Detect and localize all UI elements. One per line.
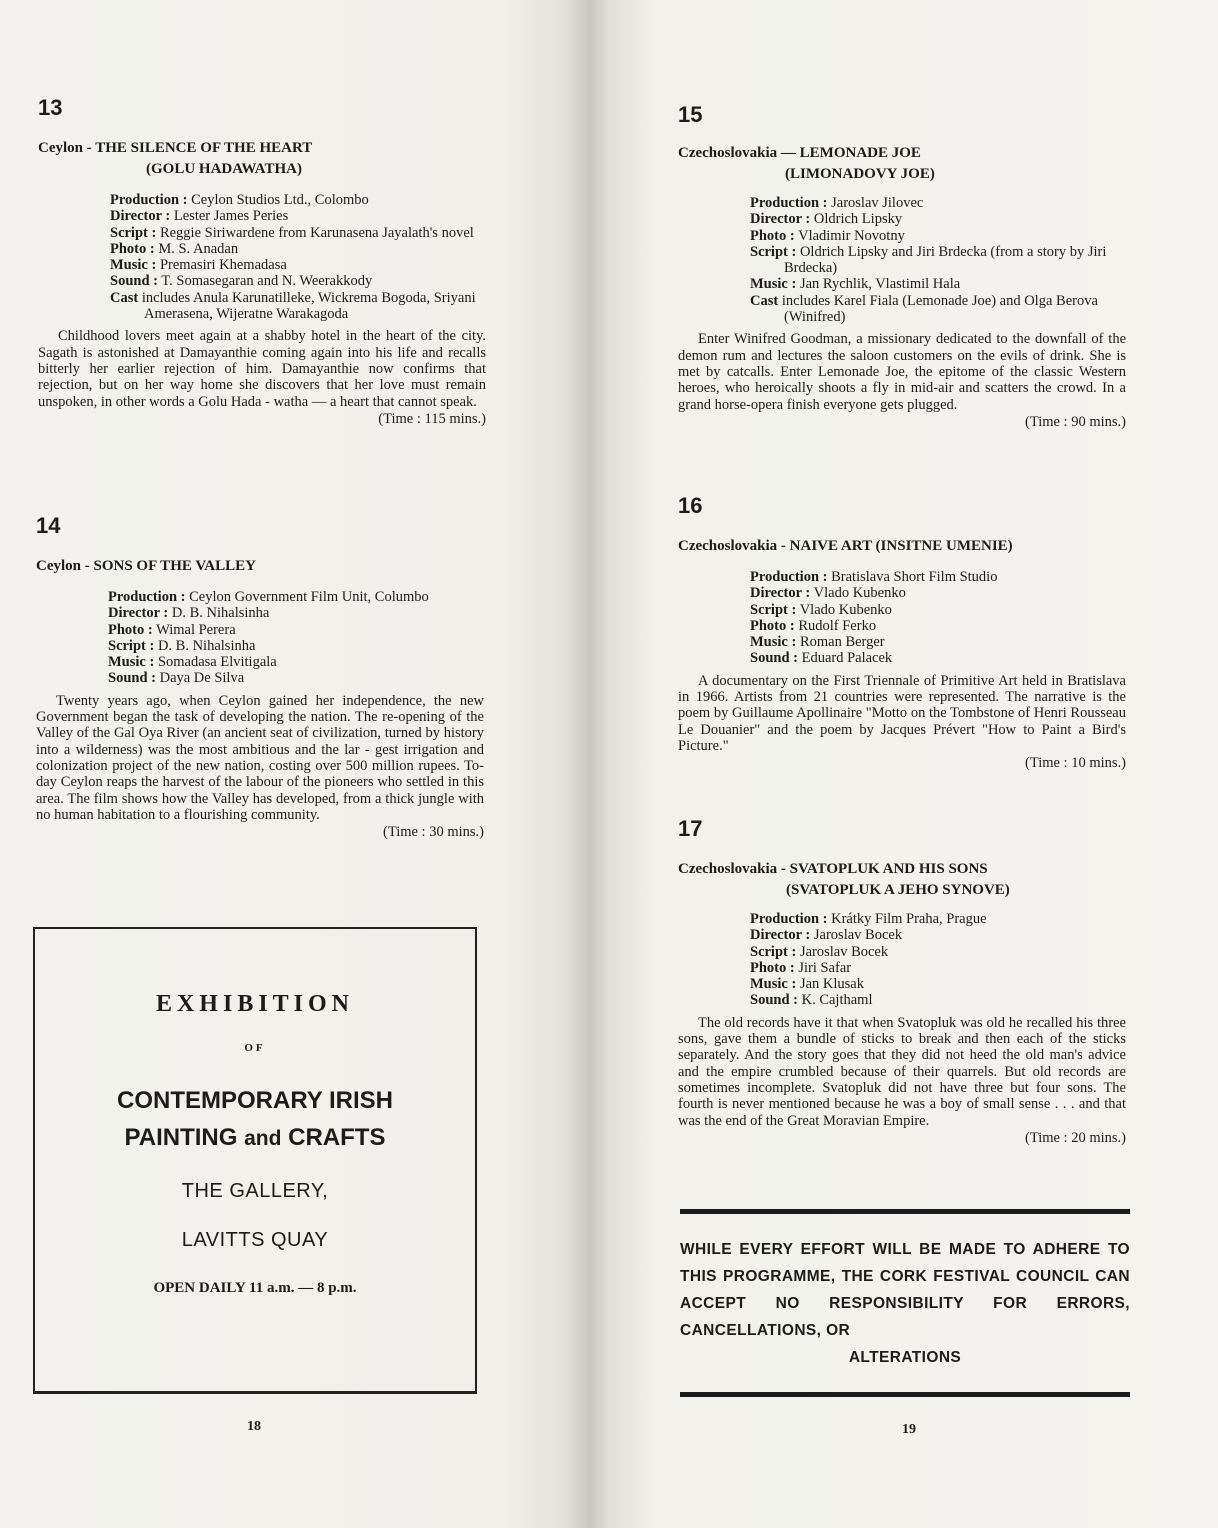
entry-number: 13 [38, 95, 63, 120]
exhibition-advert [33, 927, 477, 1394]
credit-line: Script : D. B. Nihalsinha [108, 637, 256, 654]
advert-title-line2: PAINTING and CRAFTS [124, 1124, 386, 1151]
entry-running-time: (Time : 20 mins.) [1025, 1129, 1126, 1146]
advert-of: OF [244, 1042, 266, 1054]
entry-description: A documentary on the First Triennale of Primitive Art held in Bratislava in 1966. Artists from 21 countries were represented. The narrative is the poem by Guillaume Apollinaire "Motto on the Tombstone of Henri Rousseau Le Douanier" and the poem by Jacques Prévert "How to Paint a Bird's Picture." [678, 672, 1126, 754]
credit-line: Music : Roman Berger [750, 634, 885, 651]
credit-line: Script : Vlado Kubenko [750, 601, 892, 618]
entry-description: The old records have it that when Svatopluk was old he recalled his three sons, gave them a bundle of sticks to break and then each of the sticks separately. And the story goes that they did not heed the old man's advice and the empire crumbled because of their quarrels. But old records are sometimes incomplete. Svatopluk did not have three but four sons. The fourth is never mentioned because he was a boy of small sense . . . and that was the end of the Great Moravian Empire. [678, 1014, 1126, 1129]
credit-line: Music : Somadasa Elvitigala [108, 654, 277, 671]
entry-number: 17 [678, 816, 703, 841]
credit-line: Music : Premasiri Khemadasa [110, 257, 287, 274]
credit-line: Director : Oldrich Lipsky [750, 211, 903, 228]
advert-venue: THE GALLERY, [181, 1180, 329, 1202]
entry-number: 14 [36, 513, 61, 538]
entry-title-text: SONS OF THE VALLEY [93, 558, 256, 574]
credit-line: Script : Jaroslav Bocek [750, 943, 889, 960]
disclaimer-text: WHILE EVERY EFFORT WILL BE MADE TO ADHERE TO THIS PROGRAMME, THE CORK FESTIVAL COUNCIL CAN ACCEPT NO RESPONSIBILITY FOR ERRORS, CANCELLATIONS, OR [680, 1241, 1130, 1339]
entry-title: Czechoslovakia — LEMONADE JOE (LIMONADOVY JOE) [678, 143, 1126, 185]
film-entry-16 [678, 494, 1126, 772]
entry-title: Czechoslovakia - NAIVE ART (INSITNE UMENIE) [678, 538, 1013, 554]
entry-country: Czechoslovakia [678, 861, 778, 877]
page-number: 19 [902, 1422, 916, 1437]
entry-credits [108, 589, 484, 687]
credit-line: Production : Bratislava Short Film Studio [750, 569, 998, 585]
entry-title-text: THE SILENCE OF THE HEART [95, 140, 313, 156]
entry-running-time: (Time : 115 mins.) [378, 410, 486, 427]
advert-title-line1: CONTEMPORARY IRISH [116, 1087, 394, 1114]
credit-line: Cast includes Karel Fiala (Lemonade Joe) and Olga Berova (Winifred) [750, 292, 1098, 326]
credit-line: Production : Jaroslav Jilovec [750, 195, 924, 211]
entry-country: Ceylon [36, 558, 81, 574]
entry-title: Ceylon - THE SILENCE OF THE HEART (GOLU HADAWATHA) [38, 138, 486, 180]
entry-running-time: (Time : 30 mins.) [383, 824, 484, 841]
credit-line: Director : Lester James Peries [110, 208, 289, 225]
divider-bottom [680, 1392, 1130, 1397]
entry-country: Ceylon [38, 140, 83, 156]
film-entry-15 [678, 103, 1126, 431]
entry-running-time: (Time : 10 mins.) [1025, 755, 1126, 772]
advert-title [35, 1082, 475, 1157]
credit-line: Music : Jan Rychlik, Vlastimil Hala [750, 276, 961, 293]
credit-line: Sound : Eduard Palacek [750, 650, 893, 667]
advert-address: LAVITTS QUAY [181, 1229, 329, 1251]
entry-number: 15 [678, 102, 703, 127]
entry-description: Childhood lovers meet again at a shabby hotel in the heart of the city. Sagath is astonished at Damayanthie coming again into his life and recalls bitterly her earlier rejection of him. Damayanthie now confirms that rejection, but on her way home she discovers that her love must remain unspoken, in other words a Golu Hada - watha — a heart that cannot speak. [38, 328, 486, 410]
advert-heading: EXHIBITION [155, 991, 355, 1017]
left-page [0, 0, 590, 1528]
entry-title-text: SVATOPLUK AND HIS SONS [789, 861, 988, 877]
credit-line: Sound : Daya De Silva [108, 670, 245, 687]
entry-country: Czechoslovakia [678, 145, 778, 161]
entry-alt-title: (GOLU HADAWATHA) [146, 161, 302, 177]
entry-description: Twenty years ago, when Ceylon gained her independence, the new Government began the task of developing the nation. The re-opening of the Valley of the Gal Oya River (an ancient seat of civilization, turned by history into a wilderness) was the most ambitious and the lar - gest irrigation and colonization project of the new nation, costing over 500 million rupees. To-day Ceylon reaps the harvest of the labour of the pioneers who settled in this area. The film shows how the Valley has developed, from a thick jungle with no human habitation to a flourishing community. [36, 692, 484, 823]
credit-line: Script : Reggie Siriwardene from Karunasena Jayalath's novel [110, 224, 474, 241]
entry-number: 16 [678, 493, 703, 518]
entry-description: Enter Winifred Goodman, a missionary dedicated to the downfall of the demon rum and lectures the saloon customers on the evils of drink. She is met by catcalls. Enter Lemonade Joe, the epitome of the classic Western heroes, who heroically shoots a fly in mid-air and scatters the crowd. In a grand horse-opera finish everyone gets plugged. [678, 331, 1126, 413]
page-number: 18 [247, 1419, 261, 1434]
entry-credits [110, 192, 486, 322]
entry-credits [750, 569, 1126, 667]
credit-line: Sound : K. Cajthaml [750, 992, 873, 1009]
entry-title-text: NAIVE ART (INSITNE UMENIE) [789, 538, 1013, 554]
entry-title-text: LEMONADE JOE [799, 145, 921, 161]
credit-line: Script : Oldrich Lipsky and Jiri Brdecka (from a story by Jiri Brdecka) [750, 243, 1107, 277]
entry-credits [750, 911, 1126, 1009]
film-entry-13 [38, 96, 486, 428]
credit-line: Production : Ceylon Government Film Unit, Columbo [108, 589, 429, 605]
entry-credits [750, 195, 1126, 325]
credit-line: Photo : Jiri Safar [750, 959, 852, 976]
entry-alt-title: (SVATOPLUK A JEHO SYNOVE) [786, 882, 1010, 898]
credit-line: Music : Jan Klusak [750, 976, 864, 993]
credit-line: Director : D. B. Nihalsinha [108, 605, 270, 622]
entry-title: Czechoslovakia - SVATOPLUK AND HIS SONS (SVATOPLUK A JEHO SYNOVE) [678, 859, 1126, 901]
entry-country: Czechoslovakia [678, 538, 778, 554]
entry-alt-title: (LIMONADOVY JOE) [785, 166, 935, 182]
credit-line: Photo : M. S. Anadan [110, 240, 239, 257]
entry-title: Ceylon - SONS OF THE VALLEY [36, 558, 256, 574]
divider-top [680, 1209, 1130, 1214]
credit-line: Photo : Vladimir Novotny [750, 227, 905, 244]
credit-line: Photo : Wimal Perera [108, 621, 236, 638]
film-entry-14 [36, 514, 484, 841]
credit-line: Production : Krátky Film Praha, Prague [750, 911, 987, 927]
credit-line: Photo : Rudolf Ferko [750, 617, 877, 634]
film-entry-17 [678, 817, 1126, 1147]
advert-hours: OPEN DAILY 11 a.m. — 8 p.m. [153, 1280, 357, 1296]
credit-line: Sound : T. Somasegaran and N. Weerakkody [110, 273, 373, 290]
credit-line: Cast includes Anula Karunatilleke, Wickrema Bogoda, Sriyani Amerasena, Wijeratne Warakagoda [110, 289, 476, 323]
entry-running-time: (Time : 90 mins.) [1025, 413, 1126, 430]
credit-line: Production : Ceylon Studios Ltd., Colombo [110, 192, 369, 208]
credit-line: Director : Jaroslav Bocek [750, 927, 903, 944]
disclaimer-last-line: ALTERATIONS [848, 1349, 962, 1366]
credit-line: Director : Vlado Kubenko [750, 585, 906, 602]
disclaimer-notice [680, 1236, 1130, 1371]
